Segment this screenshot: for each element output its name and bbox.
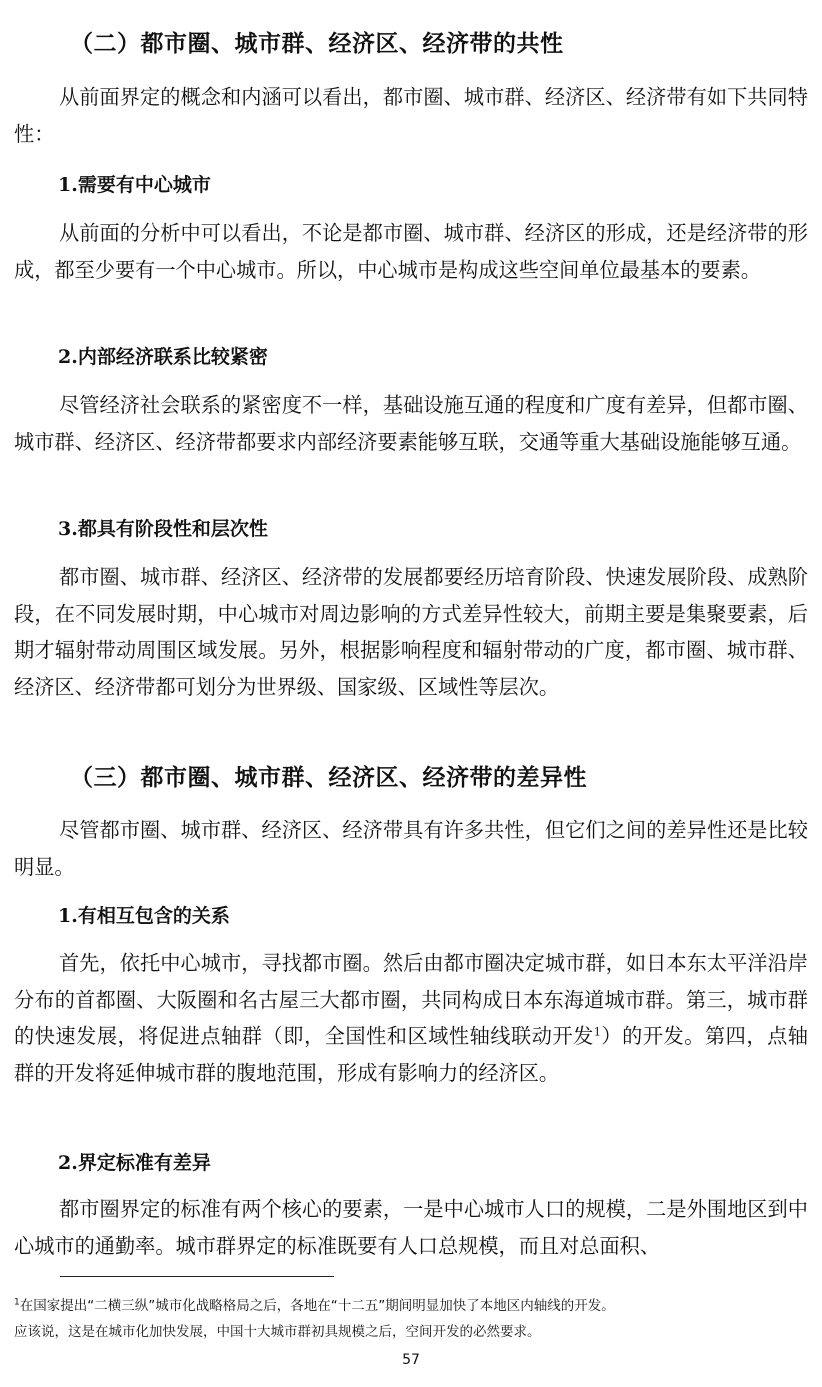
section-3-intro: 尽管都市圈、城市群、经济区、经济带具有许多共性，但它们之间的差异性还是比较明显。 [14,818,808,879]
section-2-item-1-text: 从前面的分析中可以看出，不论是都市圈、城市群、经济区的形成，还是经济带的形成，都至少要有一个中心城市。所以，中心城市是构成这些空间单位最基本的要素。 [14,221,808,282]
footnote-line-1 [14,1293,814,1319]
footnote-line-1-text: 在国家提出“二横三纵”城市化战略格局之后，各地在“十二五”期间明显加快了本地区内轴线的开发。 [19,1298,615,1314]
section-3-item-2-text: 都市圈界定的标准有两个核心的要素，一是中心城市人口的规模，二是外围地区到中心城市的通勤率。城市群界定的标准既要有人口总规模，而且对总面积、 [14,1197,808,1258]
section-2-item-1-heading: 1.需要有中心城市 [58,174,211,196]
footnote-divider [60,1276,334,1277]
section-2-item-2-heading: 2.内部经济联系比较紧密 [58,346,268,368]
section-3-item-2-heading: 2.界定标准有差异 [58,1152,211,1174]
page-number: 57 [402,1352,420,1368]
footnote-marker: 1 [14,1297,20,1308]
footnote [14,1293,814,1345]
section-3-heading: （三）都市圈、城市群、经济区、经济带的差异性 [70,764,587,791]
section-2-item-3-text: 都市圈、城市群、经济区、经济带的发展都要经历培育阶段、快速发展阶段、成熟阶段，在不同发展时期，中心城市对周边影响的方式差异性较大，前期主要是集聚要素，后期才辐射带动周围区域发展。另外，根据影响程度和辐射带动的广度，都市圈、城市群、经济区、经济带都可划分为世界级、国家级、区域性等层次。 [14,565,808,699]
footnote-reference: 1 [593,1025,601,1039]
section-2-item-2-text: 尽管经济社会联系的紧密度不一样，基础设施互通的程度和广度有差异，但都市圈、城市群、经济区、经济带都要求内部经济要素能够互联，交通等重大基础设施能够互通。 [14,393,808,454]
section-3-item-1-text [14,945,808,1091]
section-2-intro: 从前面界定的概念和内涵可以看出，都市圈、城市群、经济区、经济带有如下共同特性： [14,85,808,146]
footnote-line-2: 应该说，这是在城市化加快发展，中国十大城市群初具规模之后，空间开发的必然要求。 [14,1324,541,1340]
section-2-heading: （二）都市圈、城市群、经济区、经济带的共性 [70,30,564,57]
section-2-item-3-heading: 3.都具有阶段性和层次性 [58,518,268,540]
section-3-item-1-heading: 1.有相互包含的关系 [58,905,230,927]
section-3-item-1-text-after-note: ）的开发。第四，点轴群的开发将延伸城市群的腹地范围，形成有影响力的经济区。 [14,1024,808,1085]
section-3-item-1-text-before-note: 首先，依托中心城市，寻找都市圈。然后由都市圈决定城市群，如日本东太平洋沿岸分布的首都圈、大阪圈和名古屋三大都市圈，共同构成日本东海道城市群。第三，城市群的快速发展，将促进点轴群（即，全国性和区域性轴线联动开发 [14,951,808,1048]
